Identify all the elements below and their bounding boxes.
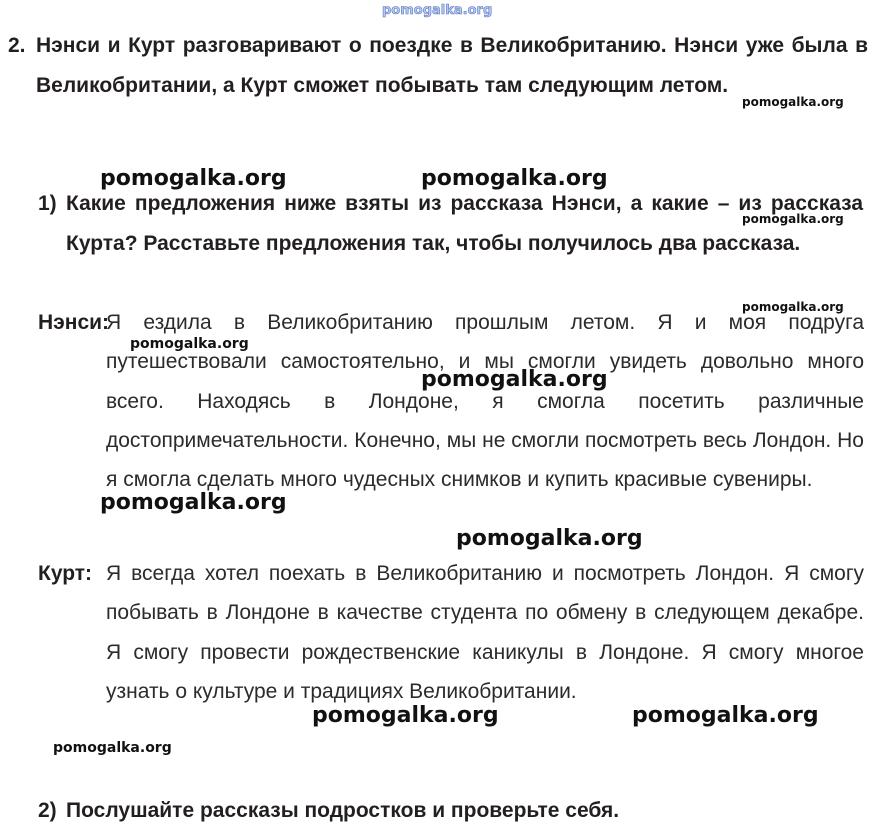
nancy-speaker-label: Нэнси:	[38, 311, 110, 334]
watermark: pomogalka.org	[742, 95, 844, 109]
task-text: Нэнси и Курт разговаривают о поездке в Великобританию. Нэнси уже была в Великобритании, а Курт сможет побывать там следующим летом.	[36, 34, 868, 97]
watermark: pomogalka.org	[421, 166, 608, 191]
kurt-story-text: Я всегда хотел поехать в Великобританию и посмотреть Лондон. Я смогу побывать в Лондоне в качестве студента по обмену в следующем декабре. Я смогу провести рождественские каникулы в Лондоне. Я смогу многое узнать о культуре и традициях Великобритании.	[106, 562, 864, 703]
watermark: pomogalka.org	[100, 490, 287, 515]
header-watermark: pomogalka.org	[382, 3, 493, 18]
kurt-speaker-label: Курт:	[38, 562, 93, 585]
subtask-1-text: Какие предложения ниже взяты из рассказа Нэнси, а какие – из рассказа Курта? Расставьте предложения так, чтобы получилось два рассказа.	[66, 192, 863, 255]
kurt-story	[38, 554, 864, 711]
task-number: 2.	[8, 34, 26, 57]
subtask-2-number: 2)	[38, 799, 57, 822]
nancy-story-text: Я ездила в Великобританию прошлым летом. Я и моя подруга путешествовали самостоятельно, и мы смогли увидеть довольно много всего. Находясь в Лондоне, я смогла посетить различные достопримечательности. Конечно, мы не смогли посмотреть весь Лондон. Но я смогла сделать много чудесных снимков и купить красивые сувениры.	[106, 311, 864, 492]
watermark: pomogalka.org	[421, 367, 608, 392]
subtask-2-text: Послушайте рассказы подростков и проверьте себя.	[66, 799, 620, 822]
watermark: pomogalka.org	[100, 166, 287, 191]
watermark: pomogalka.org	[53, 740, 172, 756]
watermark: pomogalka.org	[456, 526, 643, 551]
nancy-story	[38, 303, 864, 499]
watermark: pomogalka.org	[742, 212, 844, 226]
watermark: pomogalka.org	[632, 703, 819, 728]
subtask-1-number: 1)	[38, 192, 57, 215]
watermark: pomogalka.org	[130, 336, 249, 352]
watermark: pomogalka.org	[742, 300, 844, 314]
watermark: pomogalka.org	[312, 703, 499, 728]
